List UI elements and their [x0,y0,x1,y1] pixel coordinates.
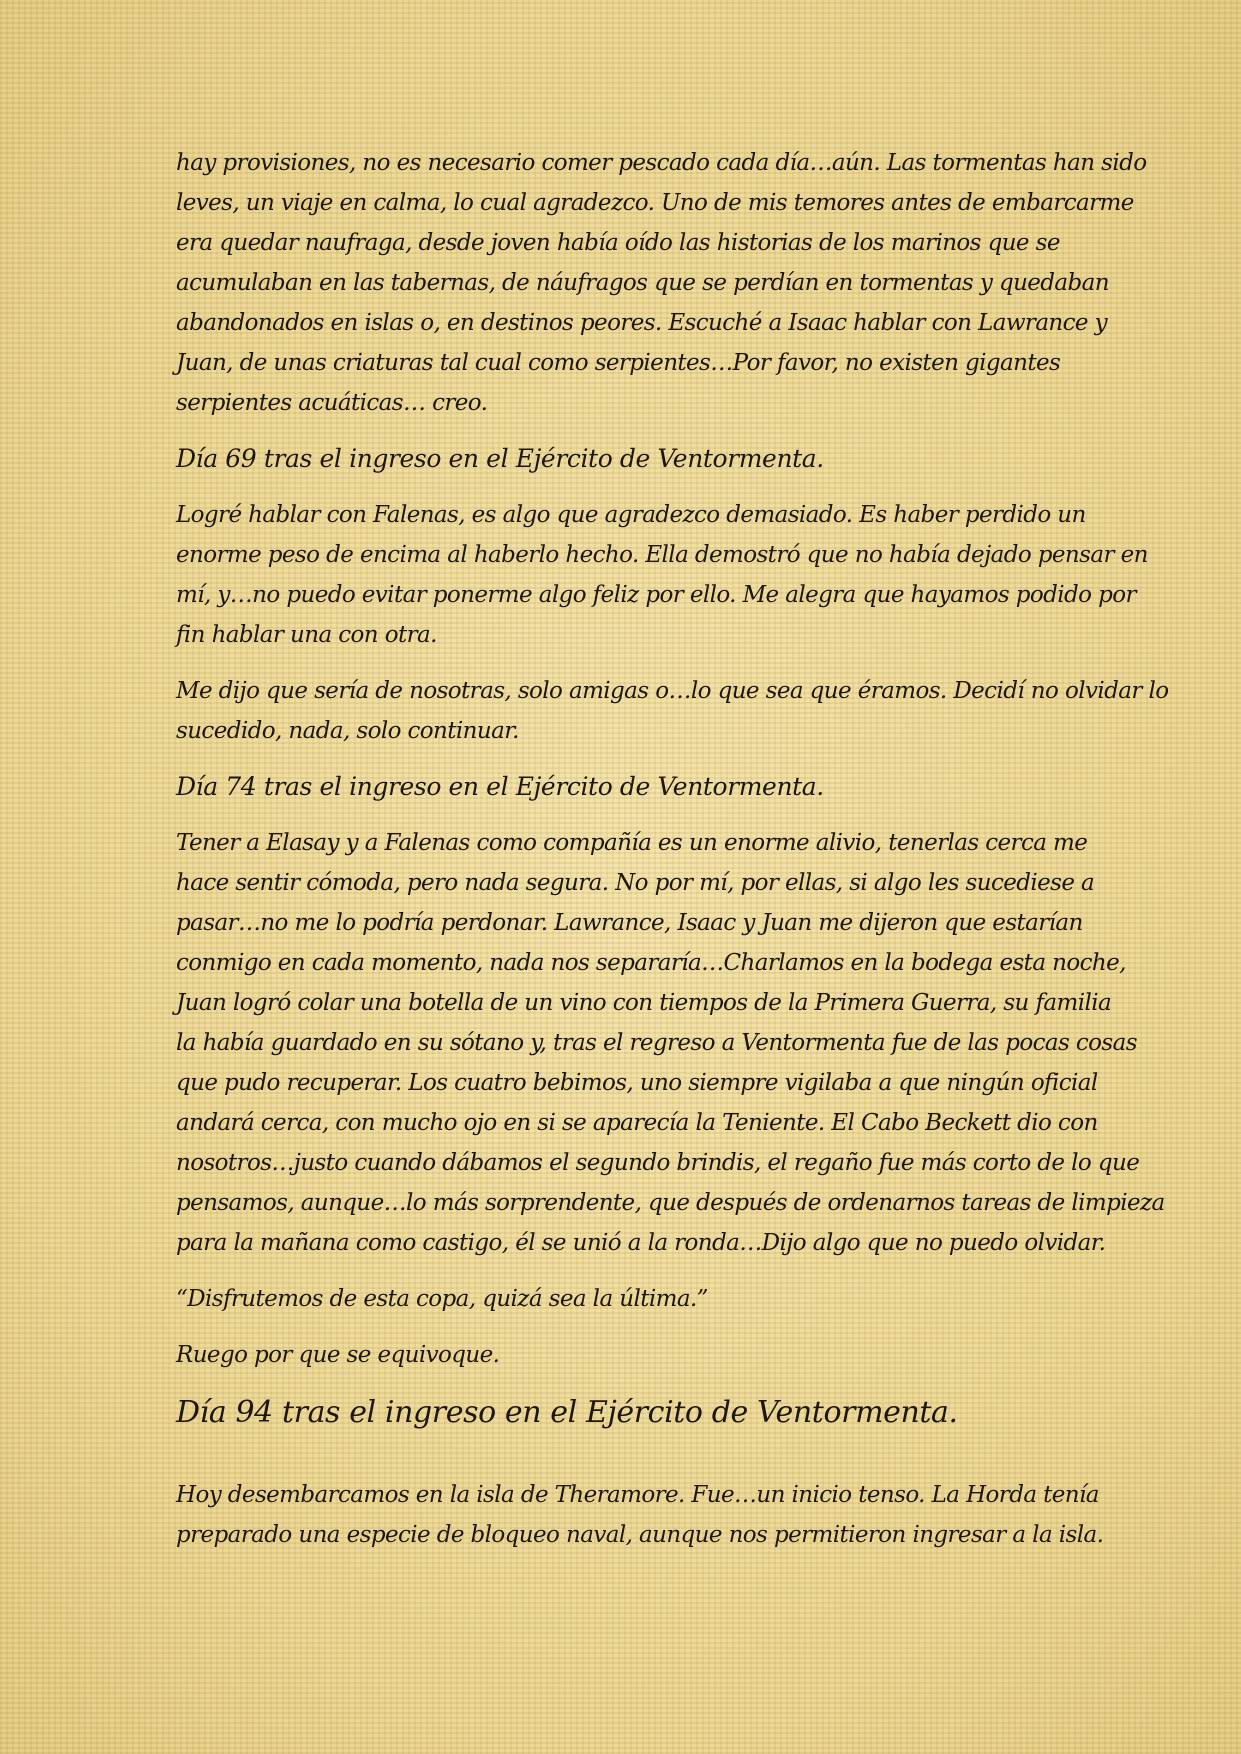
text-line: pensamos, aunque…lo más sorprendente, que después de ordenarnos tareas de limpieza [176,1190,1165,1216]
text-line: conmigo en cada momento, nada nos separaría…Charlamos en la bodega esta noche, [176,950,1126,976]
paragraph-voyage [176,143,1147,423]
text-line: Tener a Elasay y a Falenas como compañía es un enorme alivio, tenerlas cerca me [176,830,1088,856]
text-line: que pudo recuperar. Los cuatro bebimos, uno siempre vigilaba a que ningún oficial [176,1070,1098,1096]
text-line: hay provisiones, no es necesario comer pescado cada día…aún. Las tormentas han sido [176,150,1147,176]
text-line: sucedido, nada, solo continuar. [176,718,519,744]
text-line: para la mañana como castigo, él se unió a la ronda…Dijo algo que no puedo olvidar. [176,1230,1106,1256]
text-line: nosotros…justo cuando dábamos el segundo brindis, el regaño fue más corto de lo que [176,1150,1140,1176]
text-line: Ruego por que se equivoque. [176,1342,500,1368]
text-line: serpientes acuáticas… creo. [176,390,488,416]
text-line: era quedar naufraga, desde joven había oído las historias de los marinos que se [176,230,1060,256]
paragraph-friends [176,671,1169,751]
paragraph-quote [176,1279,1076,1319]
text-line: fin hablar una con otra. [176,622,437,648]
paragraph-theramore [176,1475,1104,1555]
text-line: Juan logró colar una botella de un vino con tiempos de la Primera Guerra, su familia [176,990,1112,1016]
text-line: la había guardado en su sótano y, tras el regreso a Ventormenta fue de las pocas cosas [176,1030,1137,1056]
text-line: preparado una especie de bloqueo naval, aunque nos permitieron ingresar a la isla. [176,1522,1104,1548]
text-line: Hoy desembarcamos en la isla de Theramore. Fue…un inicio tenso. La Horda tenía [176,1482,1099,1508]
text-line: enorme peso de encima al haberlo hecho. Ella demostró que no había dejado pensar en [176,542,1148,568]
text-line: acumulaban en las tabernas, de náufragos que se perdían en tormentas y quedaban [176,270,1109,296]
text-line: Me dijo que sería de nosotras, solo amigas o…lo que sea que éramos. Decidí no olvidar lo [176,678,1169,704]
text-line: Logré hablar con Falenas, es algo que agradezco demasiado. Es haber perdido un [176,502,1086,528]
text-line: pasar…no me lo podría perdonar. Lawrance, Isaac y Juan me dijeron que estarían [176,910,1083,936]
text-line: mí, y…no puedo evitar ponerme algo feliz por ello. Me alegra que hayamos podido por [176,582,1136,608]
text-line: “Disfrutemos de esta copa, quizá sea la última.” [176,1286,708,1312]
text-line: leves, un viaje en calma, lo cual agradezco. Uno de mis temores antes de embarcarme [176,190,1134,216]
entry-heading-day-74: Día 74 tras el ingreso en el Ejército de Ventormenta. [176,772,824,801]
document-page [176,143,1169,1571]
paragraph-falenas [176,495,1148,655]
entry-heading-day-94: Día 94 tras el ingreso en el Ejército de Ventormenta. [176,1395,958,1430]
paragraph-companions [176,823,1165,1263]
entry-heading-day-69: Día 69 tras el ingreso en el Ejército de Ventormenta. [176,444,824,473]
paragraph-prayer [176,1335,1076,1375]
text-line: andará cerca, con mucho ojo en si se aparecía la Teniente. El Cabo Beckett dio con [176,1110,1098,1136]
text-line: Juan, de unas criaturas tal cual como serpientes…Por favor, no existen gigantes [176,350,1061,376]
text-line: abandonados en islas o, en destinos peores. Escuché a Isaac hablar con Lawrance y [176,310,1108,336]
text-line: hace sentir cómoda, pero nada segura. No por mí, por ellas, si algo les sucediese a [176,870,1095,896]
